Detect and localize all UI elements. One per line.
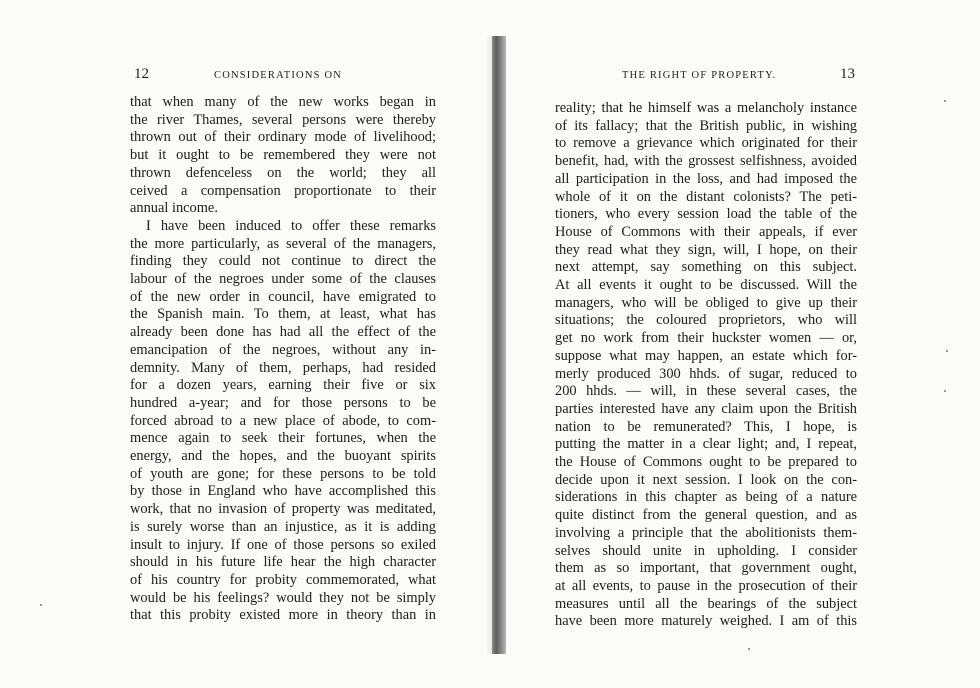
text-line: work, that no invasion of property was meditated, — [130, 501, 436, 518]
text-line: managers, who will be obliged to give up their — [555, 294, 857, 311]
text-line: the river Thames, several persons were thereby — [130, 111, 436, 128]
text-line: whole of it on the distant colonists? The peti- — [555, 188, 857, 205]
text-line: hundred a-year; and for those persons to be — [130, 394, 436, 411]
right-page-number: 13 — [840, 66, 855, 82]
text-line: but it ought to be remembered they were not — [130, 147, 436, 164]
text-line: demnity. Many of them, perhaps, had resided — [130, 359, 436, 376]
text-line: would be his feelings? would they not be simply — [130, 589, 436, 606]
text-line: thrown out of their ordinary mode of livelihood; — [130, 129, 436, 146]
left-body-text — [130, 94, 436, 625]
text-line: reality; that he himself was a melancholy instance — [555, 100, 857, 116]
text-line: emancipation of the negroes, without any in- — [130, 341, 436, 358]
text-line: mence again to seek their fortunes, when the — [130, 430, 436, 447]
text-line: labour of the negroes under some of the clauses — [130, 271, 436, 288]
text-line: is surely worse than an injustice, as it is adding — [130, 518, 436, 535]
text-line: parties interested have any claim upon the British — [555, 400, 857, 417]
text-line: the House of Commons ought to be prepared to — [555, 454, 857, 471]
text-line: finding they could not continue to direct the — [130, 253, 436, 270]
paper-speck — [40, 604, 42, 606]
paper-speck — [944, 390, 946, 392]
right-body-text — [555, 100, 857, 631]
text-line: all participation in the loss, and had imposed the — [555, 170, 857, 187]
text-line: insult to injury. If one of those persons so exiled — [130, 536, 436, 553]
text-line: measures until all the bearings of the subject — [555, 595, 857, 612]
left-page-number: 12 — [134, 66, 149, 82]
text-line: putting the matter in a clear light; and, I repeat, — [555, 436, 857, 453]
text-line: energy, and the hopes, and the buoyant spirits — [130, 448, 436, 465]
text-line: of his country for probity commemorated, what — [130, 571, 436, 588]
text-line: should in his future life hear the high character — [130, 554, 436, 571]
book-gutter — [492, 36, 506, 654]
text-line: at all events, to pause in the prosecution of their — [555, 577, 857, 594]
text-line: situations; the coloured proprietors, who will — [555, 312, 857, 329]
right-running-head: THE RIGHT OF PROPERTY. — [622, 70, 777, 81]
text-line: for a dozen years, earning their five or six — [130, 377, 436, 394]
text-line: that this probity existed more in theory than in — [130, 607, 436, 624]
text-line: get no work from their huckster women — or, — [555, 330, 857, 347]
paper-speck — [748, 648, 750, 650]
text-line: quite distinct from the general question, and as — [555, 507, 857, 524]
left-running-head: CONSIDERATIONS ON — [214, 70, 343, 81]
text-line: the Spanish main. To them, at least, what has — [130, 306, 436, 323]
text-line: selves should unite in upholding. I consider — [555, 542, 857, 559]
text-line: the more particularly, as several of the managers, — [130, 235, 436, 252]
text-line: they read what they sign, will, I hope, on their — [555, 241, 857, 258]
text-line: merly produced 300 hhds. of sugar, reduced to — [555, 365, 857, 382]
text-line: benefit, had, with the grossest selfishness, avoided — [555, 153, 857, 170]
text-line: to remove a grievance which originated for their — [555, 135, 857, 152]
text-line: annual income. — [130, 200, 218, 217]
text-line: House of Commons with their appeals, if ever — [555, 223, 857, 240]
text-line: forced abroad to a new place of abode, to com- — [130, 412, 436, 429]
text-line: 200 hhds. — will, in these several cases, the — [555, 383, 857, 400]
text-line: I have been induced to offer these remarks — [146, 217, 436, 234]
paper-speck — [944, 100, 946, 102]
text-line: siderations in this chapter as being of a nature — [555, 489, 857, 506]
text-line: At all events it ought to be discussed. Will the — [555, 277, 857, 294]
text-line: thrown defenceless on the world; they all — [130, 164, 436, 181]
text-line: involving a principle that the abolitionists them- — [555, 524, 857, 541]
text-line: that when many of the new works began in — [130, 94, 436, 110]
text-line: next attempt, say something on this subject. — [555, 259, 857, 276]
paper-speck — [946, 350, 948, 352]
text-line: decide upon it next session. I look on the con- — [555, 471, 857, 488]
text-line: of the new order in council, have emigrated to — [130, 288, 436, 305]
text-line: of its fallacy; that the British public, in wishing — [555, 117, 857, 134]
text-line: suppose what may happen, an estate which for- — [555, 347, 857, 364]
text-line: tioners, who every session load the table of the — [555, 206, 857, 223]
text-line: ceived a compensation proportionate to their — [130, 182, 436, 199]
text-line: of youth are gone; for these persons to be told — [130, 465, 436, 482]
text-line: by those in England who have accomplished this — [130, 483, 436, 500]
text-line: have been more maturely weighed. I am of this — [555, 613, 857, 630]
text-line: already been done has had all the effect of the — [130, 324, 436, 341]
text-line: them as so important, that government ought, — [555, 560, 857, 577]
text-line: nation to be remunerated? This, I hope, is — [555, 418, 857, 435]
